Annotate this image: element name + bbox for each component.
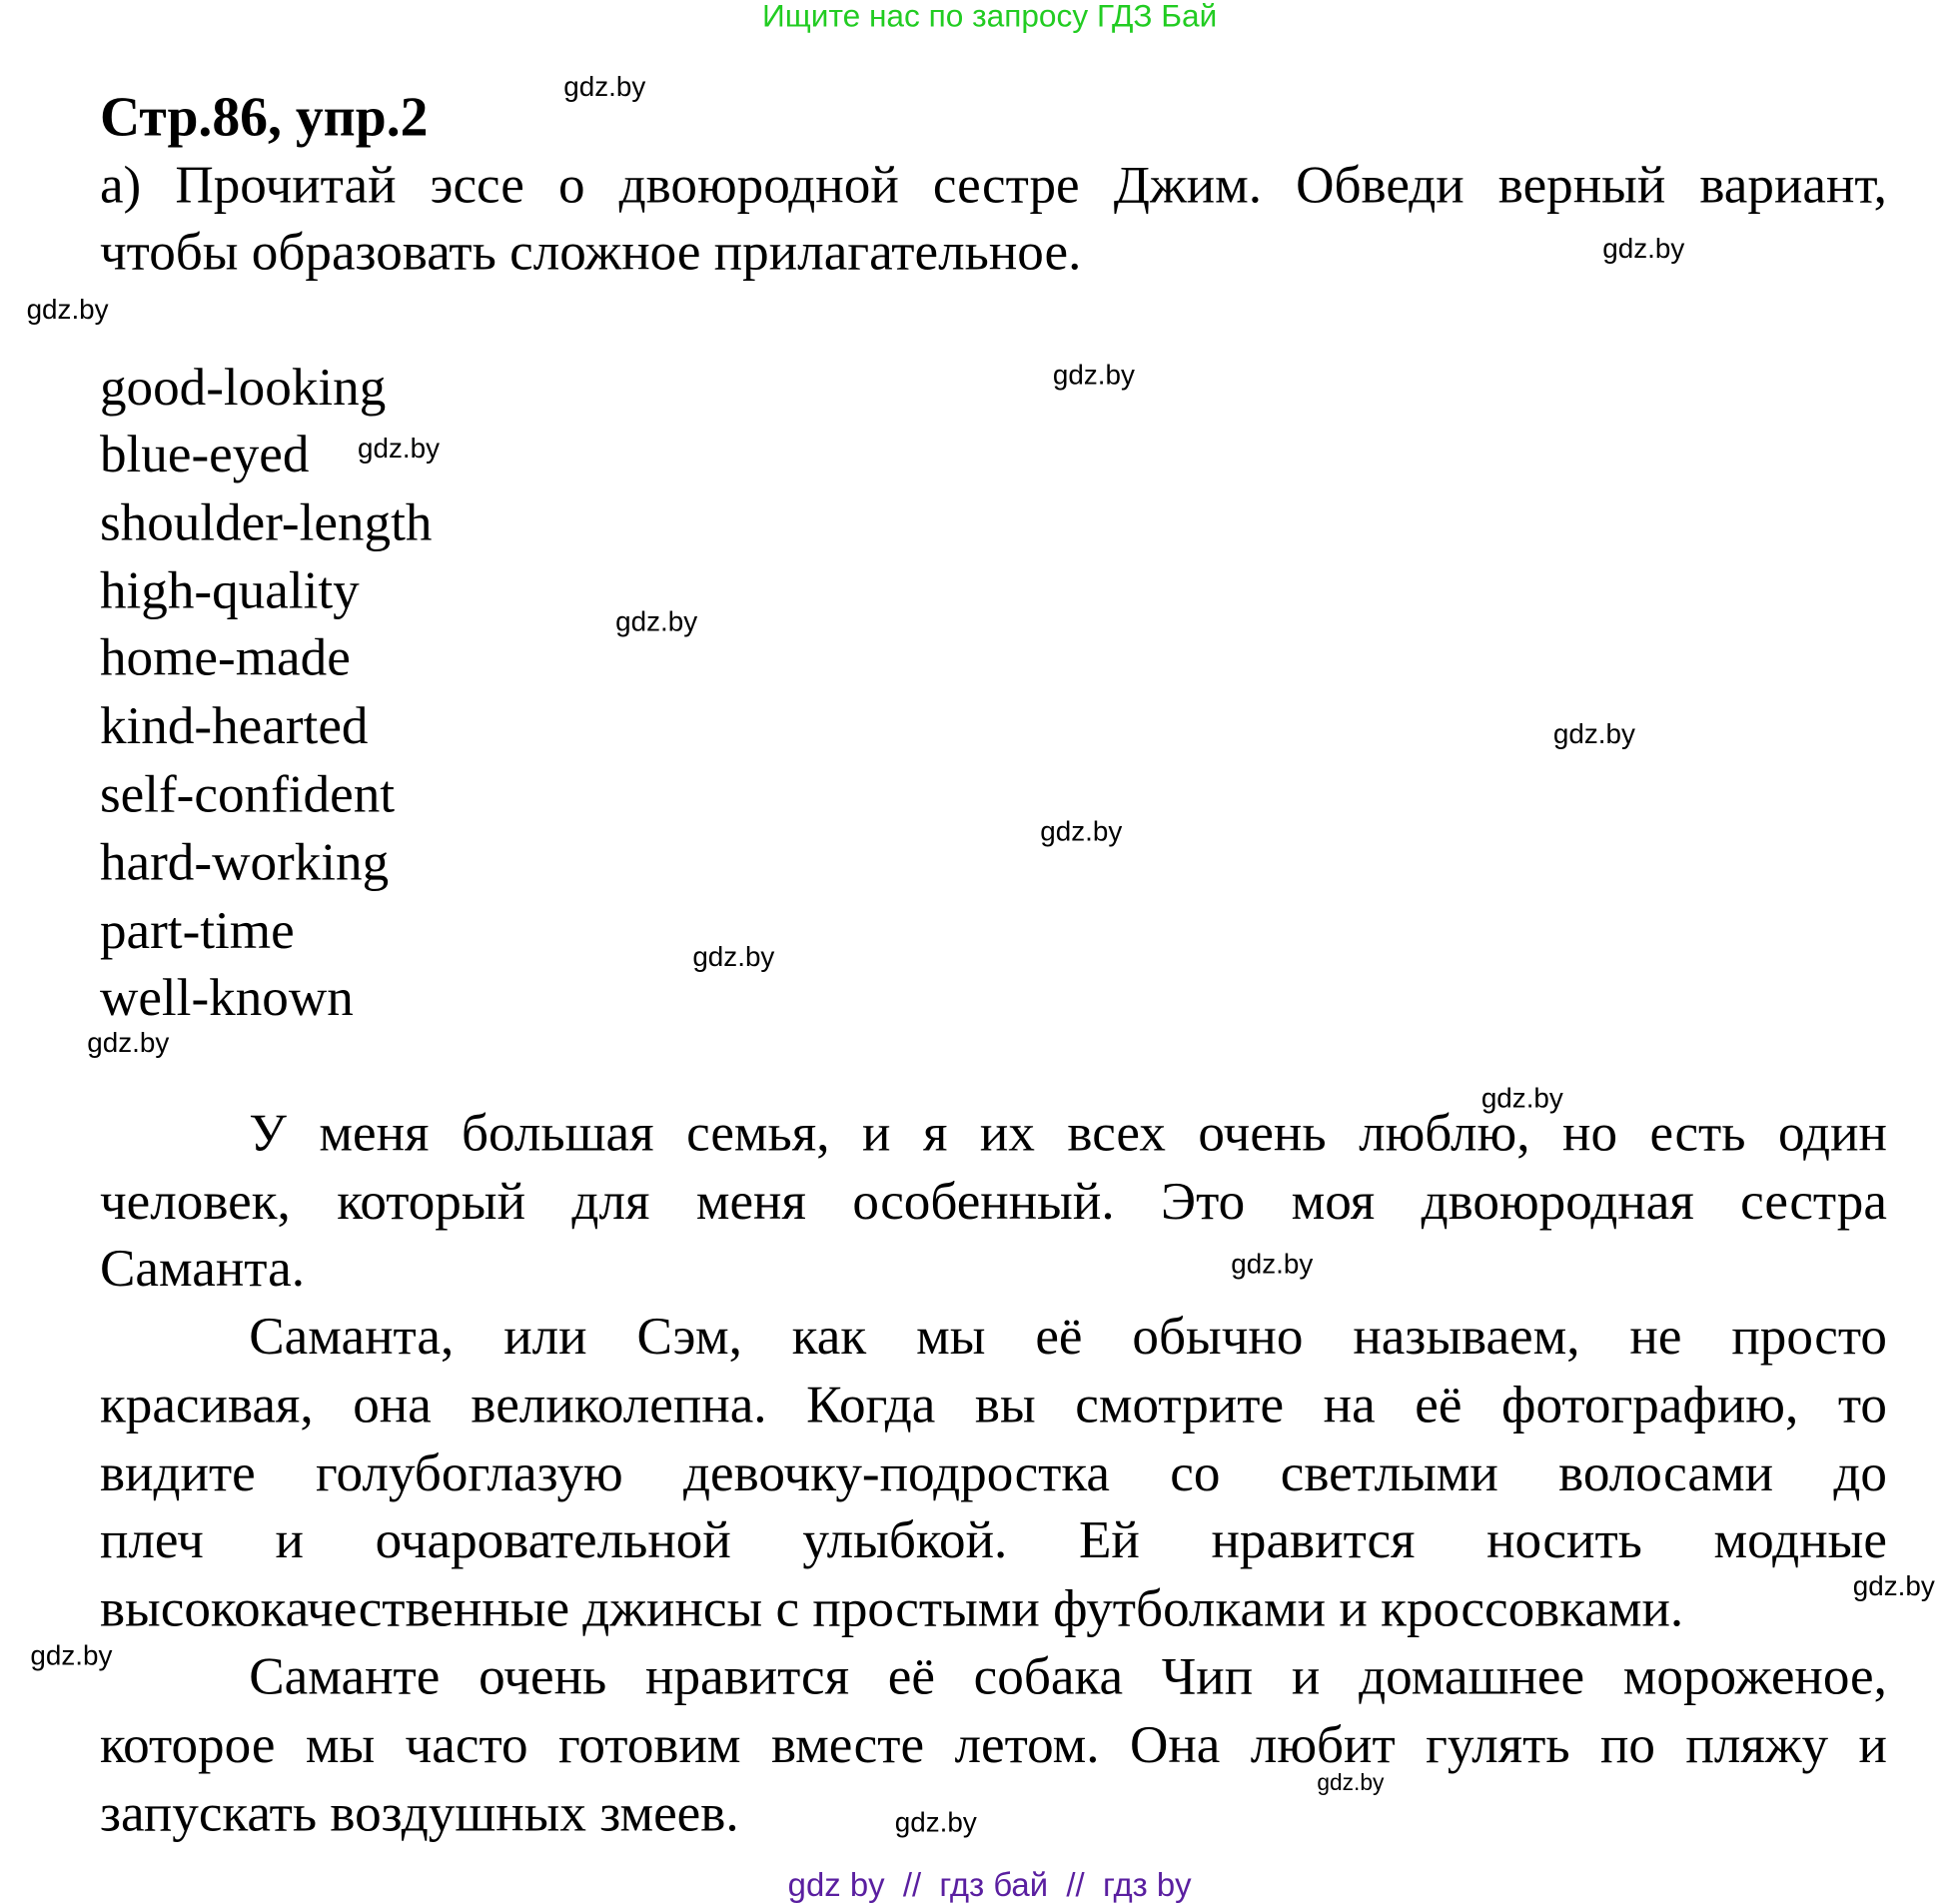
watermark: gdz.by [358,432,441,465]
watermark: gdz.by [1602,232,1685,265]
essay-line: которое мы часто готовим вместе летом. Она любит гулять по пляжу и [99,1716,1887,1775]
essay-line: запускать воздушных змеев. [99,1784,739,1843]
watermark: gdz.by [87,1026,170,1059]
watermark: gdz.by [30,1639,113,1671]
word-item: well-known [99,969,354,1028]
search-hint-banner: Ищите нас по запросу ГДЗ Бай [762,0,1218,35]
word-item: blue-eyed [99,426,310,484]
word-item: self-confident [99,765,396,825]
watermark: gdz.by [1052,359,1135,392]
task-line-1: а) Прочитай эссе о двоюродной сестре Джим. Обведи верный вариант, [99,156,1887,216]
watermark: gdz.by [615,605,698,637]
watermark: gdz.by [1852,1569,1935,1602]
word-item: high-quality [99,562,360,621]
word-item: hard-working [99,834,390,893]
watermark: gdz.by [894,1806,977,1838]
footer-links: gdz by // гдз бай // гдз by [787,1865,1192,1904]
word-item: home-made [99,629,351,688]
watermark: gdz.by [692,940,775,973]
word-item: part-time [99,902,295,961]
watermark: gdz.by [1480,1082,1563,1114]
essay-line: У меня большая семья, и я их всех очень люблю, но есть один [249,1104,1887,1164]
essay-line: плеч и очаровательной улыбкой. Ей нравится носить модные [99,1511,1887,1570]
task-line-2: чтобы образовать сложное прилагательное. [99,223,1082,283]
essay-line: Саманта. [99,1240,306,1299]
watermark: gdz.by [1317,1769,1385,1795]
essay-line: человек, который для меня особенный. Это моя двоюродная сестра [99,1173,1887,1232]
watermark: gdz.by [26,293,109,326]
watermark: gdz.by [1040,815,1123,847]
word-item: good-looking [99,359,387,418]
page-title: Стр.86, упр.2 [99,86,429,149]
essay-line: видите голубоглазую девочку-подростка со светлыми волосами до [99,1444,1887,1503]
essay-line: Саманта, или Сэм, как мы её обычно называем, не просто [249,1308,1887,1367]
essay-line: Саманте очень нравится её собака Чип и домашнее мороженое, [249,1648,1887,1707]
word-item: shoulder-length [99,493,433,552]
essay-line: высококачественные джинсы с простыми футболками и кроссовками. [99,1579,1684,1638]
watermark: gdz.by [1552,717,1635,750]
essay-line: красивая, она великолепна. Когда вы смотрите на её фотографию, то [99,1377,1887,1435]
word-item: kind-hearted [99,697,369,756]
watermark: gdz.by [1231,1247,1314,1280]
watermark: gdz.by [563,70,646,103]
